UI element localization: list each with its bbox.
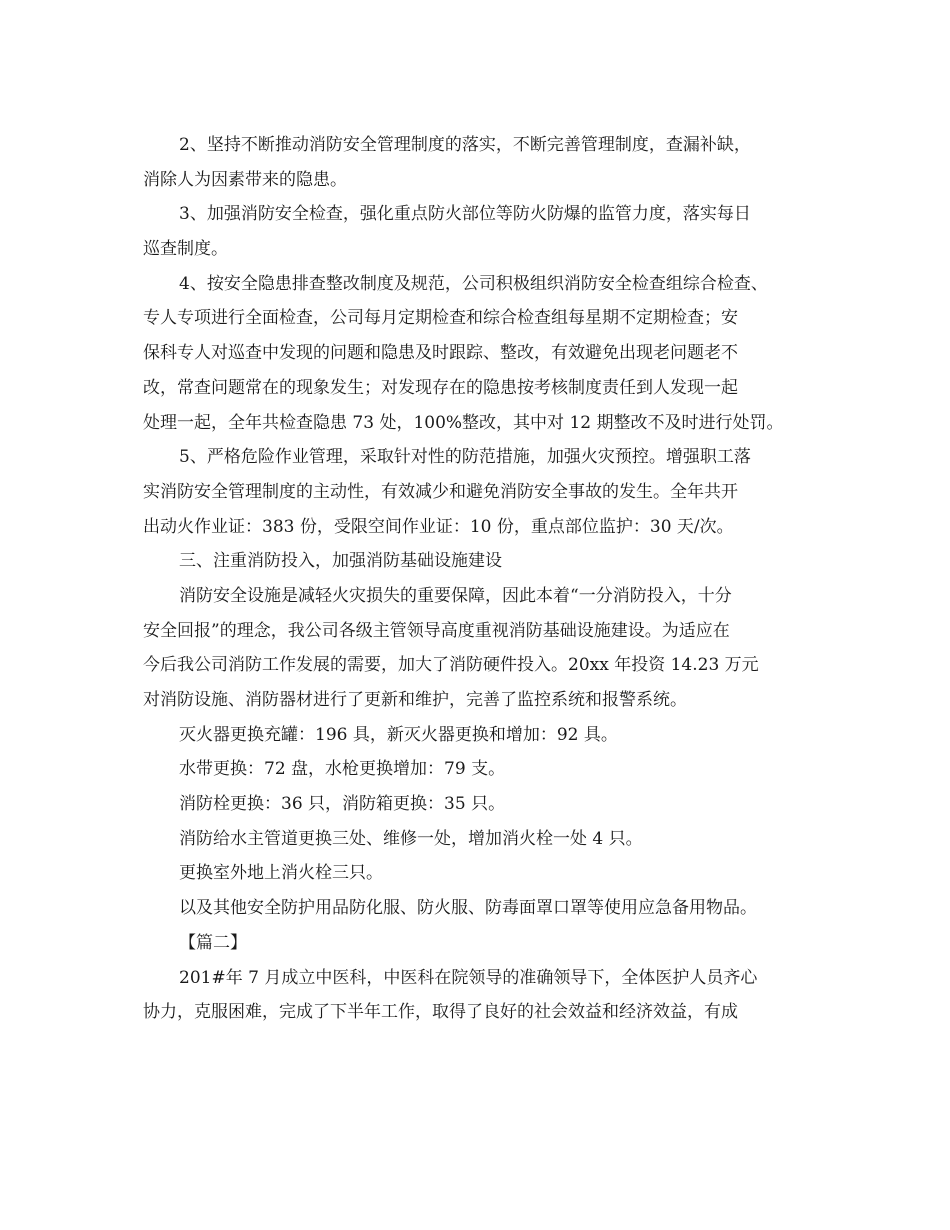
paragraph-line: 消防安全设施是减轻火灾损失的重要保障，因此本着“一分消防投入，十分 — [179, 585, 732, 606]
paragraph-line: 对消防设施、消防器材进行了更新和维护，完善了监控系统和报警系统。 — [143, 690, 687, 710]
list-item: 水带更换：72 盘，水枪更换增加：79 支。 — [179, 759, 506, 780]
list-item: 灭火器更换充罐：196 具，新灭火器更换和增加：92 具。 — [179, 724, 618, 745]
paragraph-line: 5、严格危险作业管理，采取针对性的防范措施，加强火灾预控。增强职工落 — [179, 447, 751, 468]
section-heading: 三、注重消防投入，加强消防基础设施建设 — [179, 551, 502, 572]
list-item: 以及其他安全防护用品防化服、防火服、防毒面罩口罩等使用应急备用物品。 — [179, 898, 757, 919]
paragraph-line: 协力，克服困难，完成了下半年工作，取得了良好的社会效益和经济效益，有成 — [143, 1002, 738, 1023]
section-heading: 【篇二】 — [179, 932, 247, 953]
list-item: 消防给水主管道更换三处、维修一处，增加消火栓一处 4 只。 — [179, 828, 643, 849]
paragraph-line: 保科专人对巡查中发现的问题和隐患及时跟踪、整改，有效避免出现老问题老不 — [143, 343, 738, 364]
paragraph-line: 2、坚持不断推动消防安全管理制度的落实，不断完善管理制度，查漏补缺， — [179, 135, 751, 155]
paragraph-line: 安全回报”的理念，我公司各级主管领导高度重视消防基础设施建设。为适应在 — [143, 620, 730, 641]
list-item: 消防栓更换：36 只，消防箱更换：35 只。 — [179, 794, 506, 815]
paragraph-line: 4、按安全隐患排查整改制度及规范，公司积极组织消防安全检查组综合检查、 — [179, 273, 768, 294]
paragraph-line: 出动火作业证：383 份，受限空间作业证：10 份，重点部位监护：30 天/次。 — [143, 516, 734, 537]
paragraph-line: 3、加强消防安全检查，强化重点防火部位等防火防爆的监管力度，落实每日 — [179, 204, 751, 225]
paragraph-line: 处理一起，全年共检查隐患 73 处，100%整改，其中对 12 期整改不及时进行处罚。 — [143, 412, 784, 433]
paragraph-line: 今后我公司消防工作发展的需要，加大了消防硬件投入。20xx 年投资 14.23 万元 — [143, 655, 759, 676]
paragraph-line: 消除人为因素带来的隐患。 — [143, 169, 347, 190]
list-item: 更换室外地上消火栓三只。 — [179, 863, 383, 884]
paragraph-line: 实消防安全管理制度的主动性，有效减少和避免消防安全事故的发生。全年共开 — [143, 481, 738, 502]
paragraph-line: 改，常查问题常在的现象发生；对发现存在的隐患按考核制度责任到人发现一起 — [143, 377, 738, 398]
document-body — [143, 128, 823, 1030]
paragraph-line: 201#年 7 月成立中医科，中医科在院领导的准确领导下，全体医护人员齐心 — [179, 967, 758, 988]
paragraph-line: 专人专项进行全面检查，公司每月定期检查和综合检查组每星期不定期检查；安 — [143, 308, 738, 329]
paragraph-line: 巡查制度。 — [143, 239, 228, 260]
